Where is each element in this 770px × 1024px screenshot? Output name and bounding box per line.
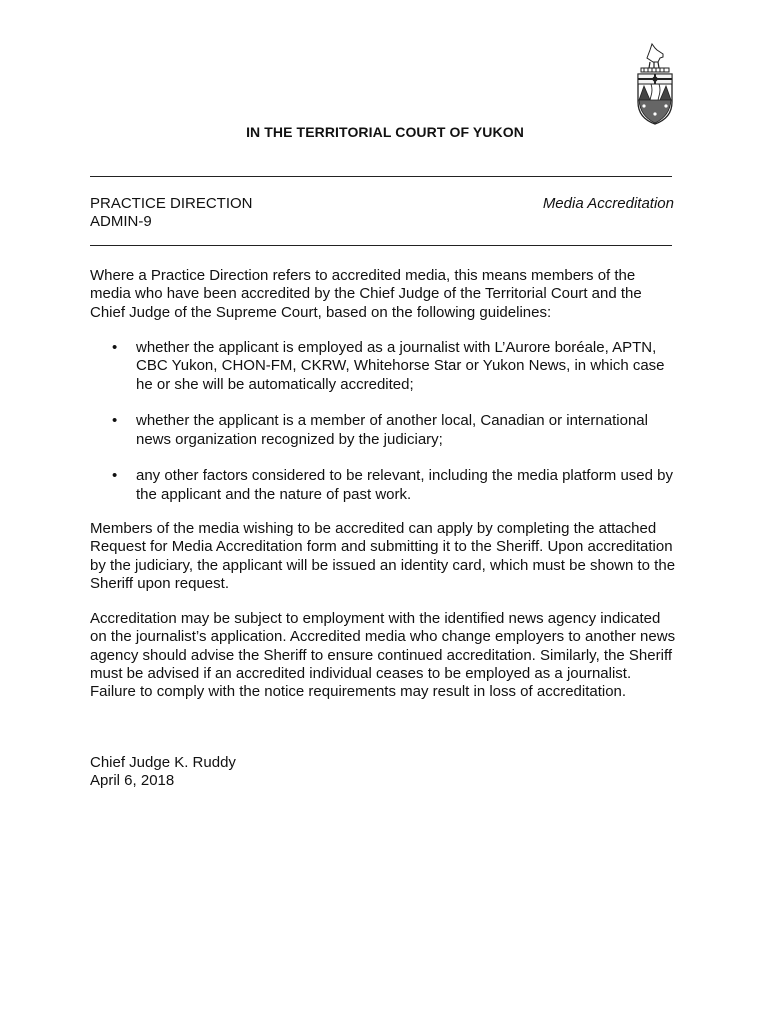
court-title: IN THE TERRITORIAL COURT OF YUKON (246, 124, 524, 140)
bullet-icon: • (112, 412, 118, 430)
practice-direction-subject: Media Accreditation (542, 195, 674, 212)
list-item (90, 339, 676, 394)
application-paragraph: Members of the media wishing to be accredited can apply by completing the attached Request for Media Accreditation form and submitting it to the Sheriff. Upon accreditation by the judiciary, the applicant will be issued an identity card, which must be shown to the Sheriff upon request. (90, 520, 676, 592)
guidelines-list (90, 339, 676, 523)
signatory-name: Chief Judge K. Ruddy (90, 754, 236, 771)
signature-date: April 6, 2018 (90, 772, 175, 790)
intro-paragraph: Where a Practice Direction refers to accredited media, this means members of the media who have been accredited by the Chief Judge of the Territorial Court and the Chief Judge of the Supreme Court, based on the following guidelines: (90, 267, 642, 321)
list-item (90, 412, 676, 449)
bullet-icon: • (112, 339, 118, 356)
header-divider-top (90, 176, 672, 177)
practice-direction-header (90, 195, 253, 231)
employment-paragraph: Accreditation may be subject to employment with the identified news agency indicated on the journalist’s application. Accredited media who change employers to another news agency should advise the Sheriff to ensure continued accreditation. Similarly, the Sheriff must be advised if an accredited individual ceases to be employed as a journalist. Failure to comply with the notice requirements may result in loss of accreditation. (90, 610, 676, 701)
practice-direction-label: PRACTICE DIRECTION (90, 195, 253, 212)
bullet-icon: • (112, 467, 118, 485)
signature-block (90, 754, 236, 791)
yukon-coat-of-arms-icon (630, 40, 680, 126)
list-item-text: whether the applicant is a member of another local, Canadian or international news organization recognized by the judiciary; (136, 412, 648, 448)
list-item-text: any other factors considered to be relevant, including the media platform used by the applicant and the nature of past work. (136, 467, 673, 503)
header-divider-bottom (90, 245, 672, 246)
list-item-text: whether the applicant is employed as a journalist with L’Aurore boréale, APTN, CBC Yukon, CHON-FM, CKRW, Whitehorse Star or Yukon News, in which case he or she will be automatically accredited; (136, 339, 665, 393)
list-item (90, 467, 676, 504)
practice-direction-number: ADMIN-9 (90, 213, 152, 230)
